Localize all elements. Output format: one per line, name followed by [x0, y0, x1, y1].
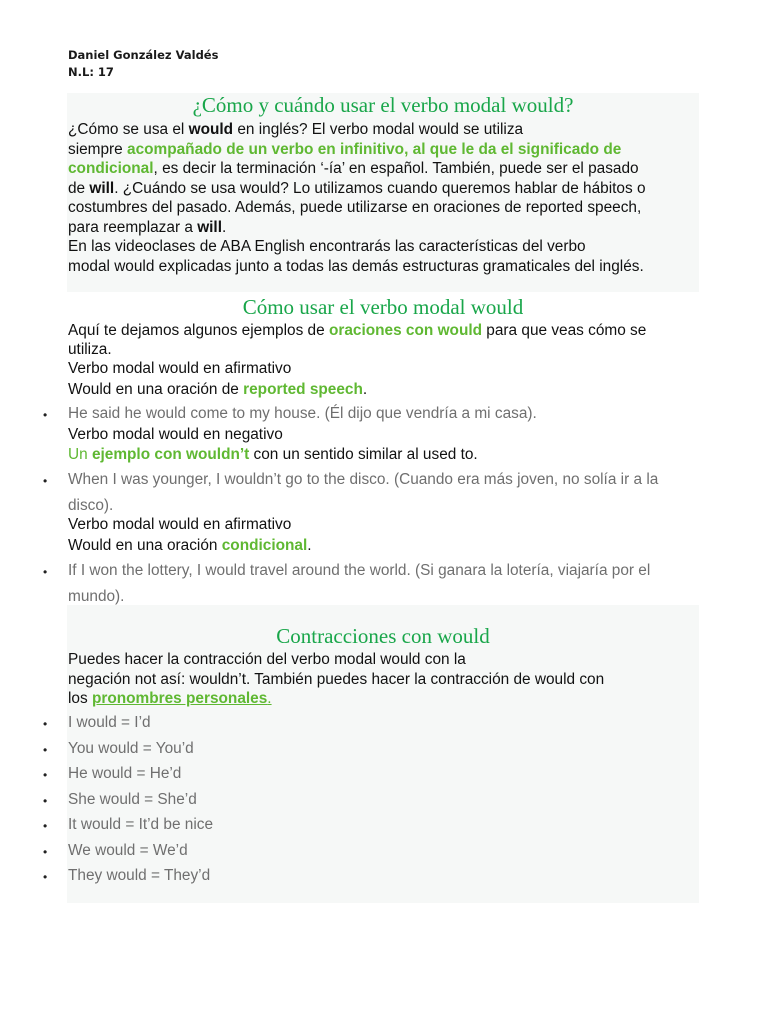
b2-desc — [68, 445, 478, 465]
text: de — [68, 179, 90, 197]
text: los — [68, 690, 92, 707]
text: . — [222, 218, 227, 236]
b3-label: Verbo modal would en afirmativo — [68, 516, 292, 533]
section1-line-2 — [68, 140, 708, 160]
list-item: • She would = She’d — [68, 788, 197, 812]
b1-desc — [68, 380, 367, 400]
text: . — [307, 537, 312, 554]
section3-line-3 — [68, 689, 708, 709]
section1-line-1 — [68, 120, 708, 140]
section1-line-8: modal would explicadas junto a todas las demás estructuras gramaticales del inglés. — [68, 257, 644, 275]
highlight-link[interactable]: reported speech — [243, 381, 363, 398]
text: siempre — [68, 140, 128, 158]
author-block — [68, 47, 218, 81]
text: Aquí te dejamos algunos ejemplos de — [68, 322, 329, 339]
section3-line-1: Puedes hacer la contracción del verbo modal would con la — [68, 651, 466, 668]
highlight-link[interactable]: acompañado de un verbo en infinitivo, al que le da el significado de — [127, 140, 622, 158]
list-item: • I would = I’d — [68, 711, 151, 735]
author-name: Daniel González Valdés — [68, 48, 219, 62]
bold-term: will — [197, 218, 222, 236]
highlight-link[interactable]: condicional — [68, 160, 154, 177]
section1-line-5: costumbres del pasado. Además, puede utilizarse en oraciones de reported speech, — [68, 199, 642, 216]
b3-example-cont: mundo). — [68, 588, 125, 605]
text: . — [362, 381, 368, 398]
section3-line-2: negación not así: wouldn’t. También puedes hacer la contracción de would con — [68, 670, 605, 688]
section3-title: Contracciones con would — [276, 624, 490, 648]
b1-label: Verbo modal would en afirmativo — [68, 360, 292, 377]
bold-term: would — [188, 121, 234, 138]
text: con un sentido similar al used to. — [249, 446, 478, 463]
section2-title: Cómo usar el verbo modal would — [242, 295, 524, 319]
b2-example: • When I was younger, I wouldn’t go to the disco. (Cuando era más joven, no solía ir a la — [68, 468, 658, 492]
section1-line-4 — [68, 179, 708, 199]
text: . — [267, 690, 272, 707]
text: , es decir la terminación ‘-ía’ en español. También, puede ser el pasado — [153, 160, 639, 177]
b1-example: • He said he would come to my house. (Él dijo que vendría a mi casa). — [68, 402, 537, 426]
list-item: • They would = They’d — [68, 864, 210, 888]
text: para reemplazar a — [68, 218, 198, 236]
bold-term: will — [89, 179, 115, 197]
text: Un — [68, 446, 92, 463]
b3-desc — [68, 536, 312, 556]
text: . ¿Cuándo se usa would? Lo utilizamos cuando queremos hablar de hábitos o — [114, 179, 646, 197]
section2-intro — [68, 321, 708, 341]
section1-line-7: En las videoclases de ABA English encontrarás las características del verbo — [68, 238, 586, 255]
text: Would en una oración de — [68, 381, 244, 398]
section2-intro-cont: utiliza. — [68, 341, 112, 358]
b2-label: Verbo modal would en negativo — [68, 426, 283, 443]
section1-line-6 — [68, 218, 708, 238]
list-item: • He would = He’d — [68, 762, 181, 786]
highlight-link[interactable]: condicional — [221, 537, 308, 554]
highlight-link[interactable]: ejemplo con wouldn’t — [91, 446, 250, 463]
b2-example-cont: disco). — [68, 497, 114, 514]
highlight-link[interactable]: oraciones con would — [328, 322, 483, 339]
list-item: • It would = It’d be nice — [68, 813, 213, 837]
text: en inglés? El verbo modal would se utiliza — [233, 121, 524, 138]
section1-line-3 — [68, 159, 708, 179]
list-item: • We would = We’d — [68, 839, 188, 863]
text: ¿Cómo se usa el — [68, 121, 189, 138]
text: Would en una oración — [68, 537, 222, 554]
section1-title: ¿Cómo y cuándo usar el verbo modal would? — [192, 93, 574, 117]
pronombres-link[interactable]: pronombres personales — [91, 690, 268, 707]
list-number: N.L: 17 — [68, 65, 114, 79]
b3-example: • If I won the lottery, I would travel around the world. (Si ganara la lotería, viajaría por el — [68, 559, 650, 583]
text: para que veas cómo se — [482, 322, 647, 339]
list-item: • You would = You’d — [68, 737, 194, 761]
